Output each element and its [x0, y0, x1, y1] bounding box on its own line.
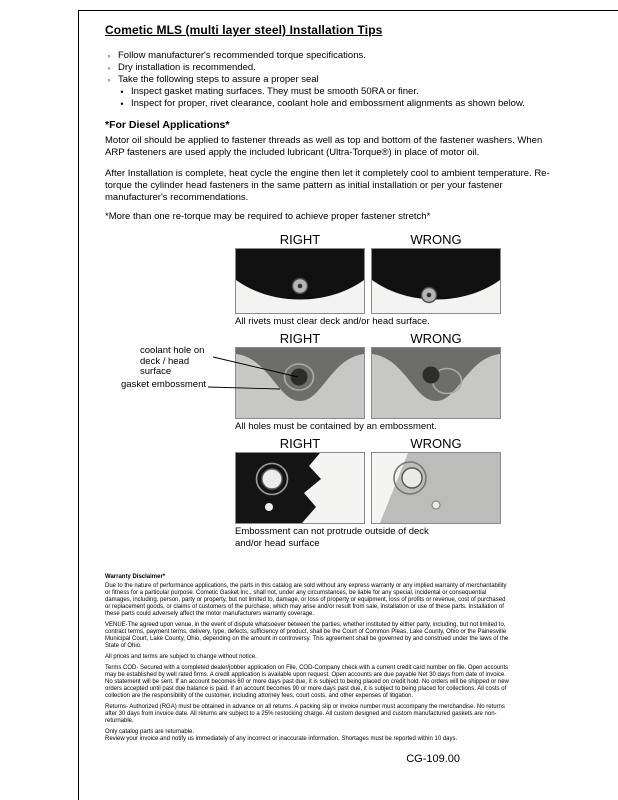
- coolant-wrong-illustration: [372, 348, 500, 418]
- coolant-right-illustration: [236, 348, 364, 418]
- embossment-caption: Embossment can not protrude outside of deck and/or head surface: [235, 526, 429, 549]
- diagram-header-row: [235, 233, 501, 246]
- rivet-clearance-row: [235, 233, 501, 328]
- callout-text-line: coolant hole on: [140, 345, 205, 356]
- tip-sub-item: [105, 86, 618, 98]
- dot-bullet-icon: •: [120, 99, 124, 109]
- embossment-wrong-diagram: [371, 452, 501, 524]
- tip-item: [105, 74, 618, 86]
- tip-text: Dry installation is recommended.: [118, 62, 256, 73]
- catalog-code: CG-109.00: [406, 753, 460, 765]
- coolant-caption: All holes must be contained by an embossment.: [235, 421, 437, 432]
- warranty-disclaimer: [105, 574, 512, 743]
- rivet-right-diagram: [235, 248, 365, 314]
- rivet-wrong-diagram: [371, 248, 501, 314]
- right-label: RIGHT: [279, 232, 321, 247]
- disclaimer-paragraph: VENUE-The agreed upon venue, in the event of dispute whatsoever between the parties, whether instituted by either party, including, but not limited to, contract terms, payment terms, delivery, type, defects, sufficiency of product, shall be the Court of Common Pleas, Lake County, Ohio or the Painesville Municipal Court, Lake County, Ohio, depending on the amount in controversy. This agreement shall be governed by and construed under the laws of the State of Ohio.: [105, 622, 509, 649]
- disclaimer-paragraph: Terms COD- Secured with a completed dealer/jobber application on File, COD-Company check with a current credit card number on file. Open accounts may be established by well rated firms. A credit application is available upon request. Open accounts are due payable Net 30 days from date of invoice. No statement will be sent. If an account becomes 60 or more days past due, it is subject to being placed on credit hold. No orders will be shipped or new orders accepted until past due balance is paid. If an account becomes 90 or more days past due, it is subject to being placed for collections. All costs of collection are the responsibility of the customer, including attorney fees, court costs, and other expenses of litigation.: [105, 665, 509, 699]
- tip-item: [105, 62, 618, 74]
- rivet-right-illustration: [236, 249, 364, 313]
- embossment-right-diagram: [235, 452, 365, 524]
- embossment-wrong-illustration: [372, 453, 500, 523]
- wrong-label: WRONG: [410, 232, 462, 247]
- coolant-wrong-diagram: [371, 347, 501, 419]
- disclaimer-footer-line: Only catalog parts are returnable.: [105, 729, 195, 735]
- embossment-panels: [235, 452, 501, 524]
- diesel-applications-heading: *For Diesel Applications*: [105, 119, 230, 131]
- embossment-row: [235, 437, 501, 550]
- disclaimer-paragraph: Returns- Authorized (RGA) must be obtained in advance on all returns. A packing slip or invoice number must accompany the merchandise. No returns after 30 days from invoice date. All returns are subject to a 25% restocking charge. All custom designed and custom manufactured gaskets are non-returnable.: [105, 704, 505, 724]
- tip-text: Follow manufacturer's recommended torque specifications.: [118, 50, 366, 61]
- tip-text: Inspect gasket mating surfaces. They must be smooth 50RA or finer.: [131, 86, 419, 97]
- tip-sub-item: [105, 98, 618, 110]
- disclaimer-heading: Warranty Disclaimer*: [105, 574, 166, 580]
- gasket-embossment-callout: gasket embossment: [121, 379, 207, 390]
- dot-bullet-icon: •: [120, 87, 124, 97]
- diagram-section: [121, 232, 501, 550]
- disclaimer-paragraph: All prices and terms are subject to change without notice.: [105, 654, 257, 660]
- page-title: Cometic MLS (multi layer steel) Installation Tips: [105, 23, 383, 37]
- retorque-note: *More than one re-torque may be required to achieve proper fastener stretch*: [105, 211, 431, 222]
- right-label: RIGHT: [279, 331, 321, 346]
- coolant-hole-callout: [140, 346, 222, 378]
- wrong-label: WRONG: [410, 436, 462, 451]
- tip-text: Take the following steps to assure a proper seal: [118, 74, 319, 85]
- circle-bullet-icon: ◦: [107, 75, 111, 85]
- tip-item: [105, 50, 618, 62]
- right-label: RIGHT: [279, 436, 321, 451]
- embossment-right-illustration: [236, 453, 364, 523]
- circle-bullet-icon: ◦: [107, 63, 111, 73]
- rivet-wrong-illustration: [372, 249, 500, 313]
- diesel-paragraph-2: After Installation is complete, heat cycle the engine then let it completely cool to ambient temperature. Re-torque the cylinder head fasteners in the same pattern as initial installation or per your fastener manufacturer's recommendations.: [105, 168, 550, 203]
- diagram-header-row: [235, 437, 501, 450]
- rivet-caption: All rivets must clear deck and/or head surface.: [235, 316, 430, 327]
- callout-text-line: deck / head surface: [140, 355, 190, 377]
- disclaimer-footer-line: Review your invoice and notify us immediately of any incorrect or inaccurate information. Shortages must be reported within 10 days.: [105, 736, 458, 742]
- diesel-paragraph-1: Motor oil should be applied to fastener threads as well as top and bottom of the fastener washers. When ARP fasteners are used apply the included lubricant (Ultra-Torque®) in place of motor oil.: [105, 135, 543, 158]
- coolant-panels: [121, 345, 501, 419]
- coolant-right-diagram: [235, 347, 365, 419]
- installation-tips-list: [105, 50, 618, 110]
- coolant-hole-row: [121, 331, 501, 433]
- circle-bullet-icon: ◦: [107, 51, 111, 61]
- rivet-panels: [235, 248, 501, 314]
- tip-text: Inspect for proper, rivet clearance, coolant hole and embossment alignments as shown below.: [131, 98, 525, 109]
- diagram-header-row: [235, 332, 501, 345]
- page-border-frame: [78, 10, 618, 800]
- wrong-label: WRONG: [410, 331, 462, 346]
- disclaimer-paragraph: Due to the nature of performance applications, the parts in this catalog are sold without any express warranty or any implied warranty of merchantability or fitness for a particular purpose. Cometic Gasket Inc., shall not, under any circumstances, be liable for any special, incidental or consequential damages, including, person, party or property, but not limited to, damage, or loss of property or equipment, loss of profits or revenue, cost of purchased or replacement goods, or claims of customers of the purchase, which may arise and/or result from sale, installation or use of these parts. Installation of these parts could adversely affect the motor manufacturers warranty coverage.: [105, 583, 507, 617]
